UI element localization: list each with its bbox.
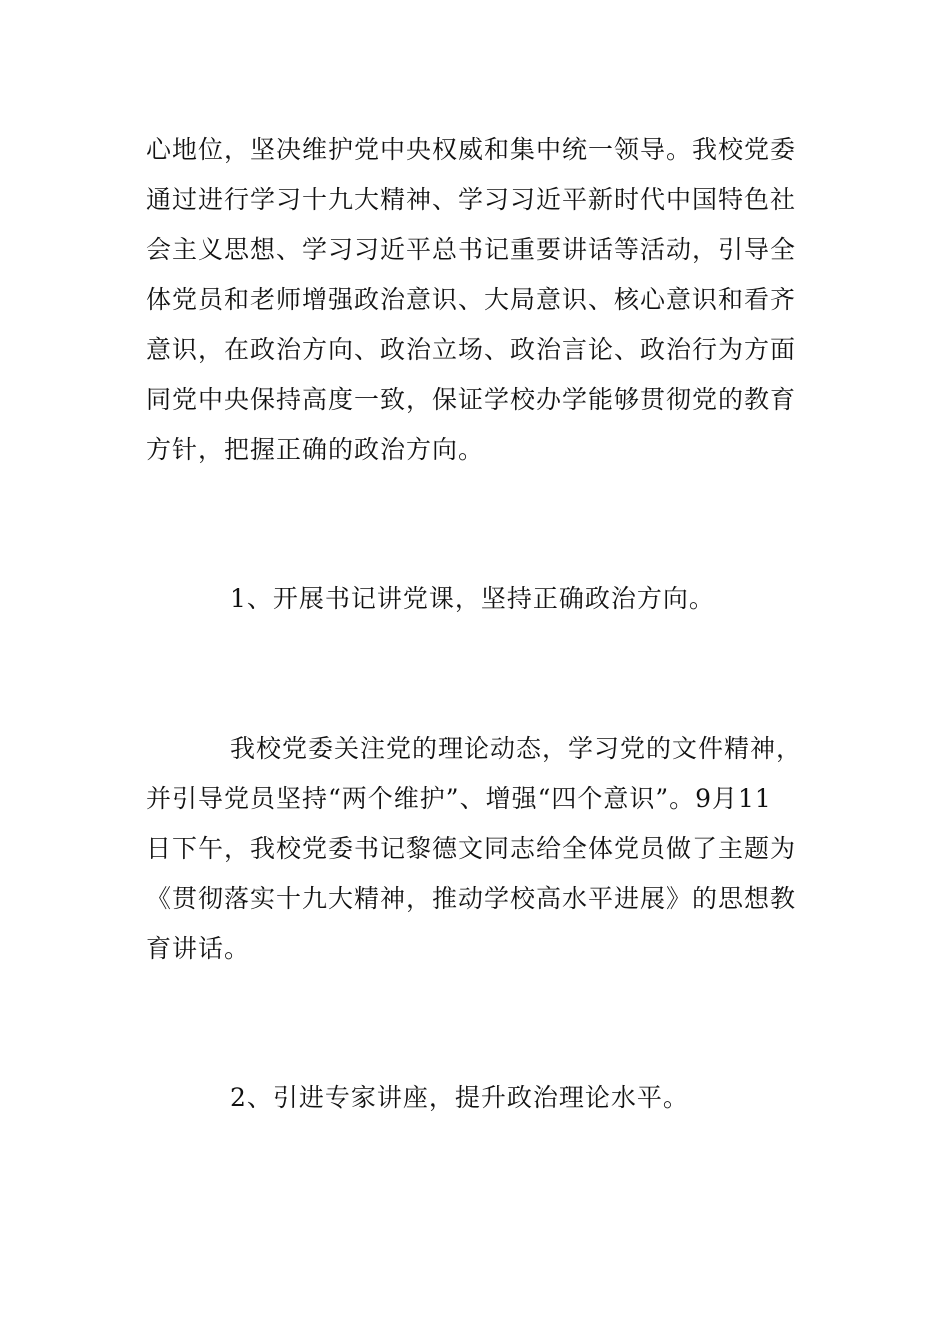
text-line: 意识，在政治方向、政治立场、政治言论、政治行为方面 [146, 335, 797, 364]
text-line: 同党中央保持高度一致，保证学校办学能够贯彻党的教育 [146, 385, 797, 414]
text-line: 并引导党员坚持“两个维护”、增强“四个意识”。9月11 [146, 784, 772, 813]
text-line: 体党员和老师增强政治意识、大局意识、核心意识和看齐 [146, 285, 797, 314]
section-heading-2: 2、引进专家讲座，提升政治理论水平。 [230, 1083, 689, 1112]
text-line: 方针，把握正确的政治方向。 [146, 435, 485, 464]
text-line: 会主义思想、学习习近平总书记重要讲话等活动，引导全 [146, 235, 797, 264]
text-line: 育讲话。 [146, 934, 251, 963]
text-line: 日下午，我校党委书记黎德文同志给全体党员做了主题为 [146, 834, 797, 863]
text-line: 《贯彻落实十九大精神，推动学校高水平进展》的思想教 [146, 884, 797, 913]
section-heading-1: 1、开展书记讲党课，坚持正确政治方向。 [230, 584, 715, 613]
text-line: 心地位，坚决维护党中央权威和集中统一领导。我校党委 [146, 135, 797, 164]
text-line: 通过进行学习十九大精神、学习习近平新时代中国特色社 [146, 185, 797, 214]
text-line: 我校党委关注党的理论动态，学习党的文件精神， [230, 734, 803, 763]
